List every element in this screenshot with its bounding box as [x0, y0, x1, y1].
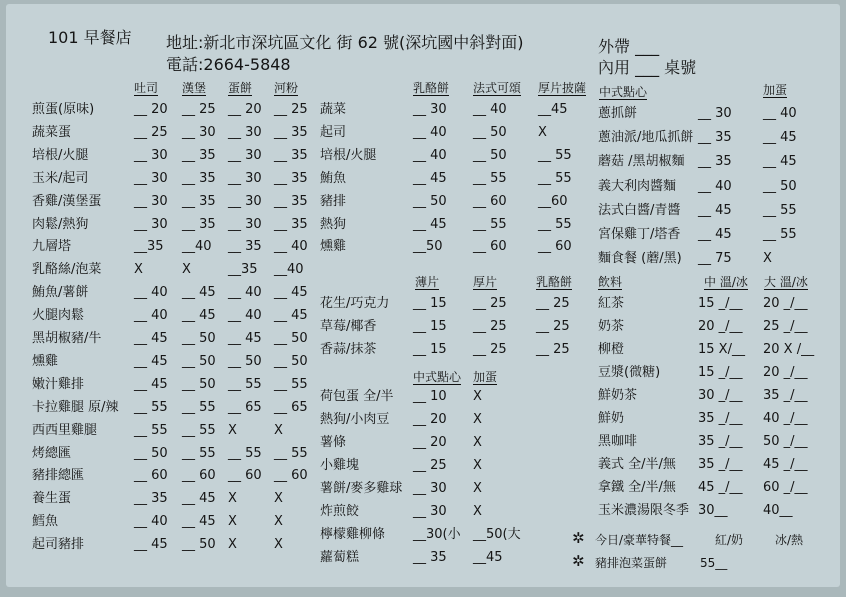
item-price: __ 45 — [182, 285, 216, 301]
item-name: 卡拉雞腿 原/辣 — [32, 399, 119, 415]
asterisk-icon: ✲ — [572, 552, 585, 570]
header-chinese-snack: 中式點心 — [599, 85, 648, 99]
item-price: X — [228, 537, 237, 553]
item-name: 蔬菜蛋 — [32, 124, 72, 140]
item-name: 奶茶 — [598, 319, 625, 334]
item-price: __ 60 — [228, 468, 262, 484]
item-price: __ 45 — [182, 514, 216, 530]
item-price: __ 55 — [763, 227, 797, 242]
item-name: 烤總匯 — [32, 445, 72, 461]
item-price: __ 50 — [473, 147, 507, 163]
item-name: 熱狗 — [320, 216, 347, 232]
item-name: 鮪魚 — [320, 170, 347, 186]
header-burger: 漢堡 — [182, 81, 207, 95]
item-price: X — [473, 458, 482, 473]
item-price: __ 45 — [698, 202, 732, 218]
item-name: 花生/巧克力 — [320, 296, 390, 311]
item-price: 20 _/__ — [763, 296, 808, 311]
item-name: 西西里雞腿 — [32, 422, 98, 438]
item-name: 柳橙 — [598, 342, 625, 357]
item-price: __ 40 — [134, 514, 168, 530]
item-price: __ 45 — [274, 285, 308, 301]
item-price: __ 40 — [134, 285, 168, 301]
item-name: 小雞塊 — [320, 458, 360, 473]
item-price: __ 30 — [134, 216, 168, 232]
item-name: 麵食餐 (蘑/黑) — [598, 251, 682, 267]
item-price: __ 35 — [182, 193, 216, 209]
item-name: 荷包蛋 全/半 — [320, 389, 394, 404]
item-name: 蔬菜 — [320, 102, 347, 117]
item-price: 15 _/__ — [698, 296, 743, 311]
item-price: __ 50 — [274, 331, 308, 346]
item-name: 燻雞 — [320, 239, 347, 255]
item-price: X — [274, 491, 283, 507]
item-price: __ 30 — [228, 124, 262, 140]
item-price: __ 50 — [763, 178, 797, 194]
item-price: X — [473, 504, 482, 519]
item-price: __ 25 — [134, 124, 168, 140]
item-price: 20 X /__ — [763, 342, 815, 357]
item-price: __ 10 — [413, 389, 447, 404]
special-today: 今日/豪華特餐__ — [595, 533, 684, 547]
item-price: __ 40 — [228, 308, 262, 324]
item-price: X — [473, 389, 482, 404]
item-price: __ 60 — [473, 193, 507, 209]
item-name: 玉米/起司 — [32, 170, 89, 186]
item-price: __ 60 — [134, 468, 168, 484]
item-price: __ 35 — [182, 170, 216, 186]
item-name: 檸檬雞柳條 — [320, 527, 386, 542]
item-name: 起司豬排 — [32, 537, 85, 553]
special-today-option-1: 紅/奶 — [715, 533, 744, 547]
header-thick-slice: 厚片 — [473, 275, 498, 289]
item-price: 35 _/__ — [763, 388, 808, 403]
header-thin-slice: 薄片 — [415, 275, 440, 289]
item-price: __ 75 — [698, 251, 732, 267]
special-pork: 豬排泡菜蛋餅 — [595, 556, 668, 570]
header-rice-noodle: 河粉 — [274, 81, 299, 95]
item-price: __ 25 — [413, 458, 447, 473]
item-price: __ 25 — [274, 102, 308, 117]
item-name: 鮮奶 — [598, 411, 625, 426]
item-price: __ 30 — [228, 216, 262, 232]
item-price: __ 55 — [182, 445, 216, 461]
item-price: __ 30 — [413, 102, 447, 117]
item-name: 香雞/漢堡蛋 — [32, 193, 102, 209]
item-price: __ 20 — [134, 102, 168, 117]
item-price: __ 50 — [274, 353, 308, 369]
item-price: __ 40 — [763, 106, 797, 121]
item-price: __45 — [473, 550, 503, 565]
item-price: __60 — [538, 193, 568, 209]
item-price: __ 55 — [228, 376, 262, 392]
item-name: 玉米濃湯限冬季 — [598, 503, 690, 518]
header-add-egg: 加蛋 — [763, 83, 788, 97]
item-name: 火腿肉鬆 — [32, 308, 85, 324]
header-cheese-pancake: 乳酪餅 — [413, 81, 450, 95]
item-name: 法式白醬/青醬 — [598, 202, 681, 218]
item-name: 宮保雞丁/塔香 — [598, 227, 681, 242]
item-name: 草莓/椰香 — [320, 319, 377, 334]
item-price: __40 — [274, 262, 304, 278]
item-price: __ 60 — [473, 239, 507, 255]
item-price: __40 — [182, 239, 212, 255]
item-name: 蘿蔔糕 — [320, 550, 360, 565]
item-price: 40 _/__ — [763, 411, 808, 426]
item-name: 九層塔 — [32, 239, 72, 255]
item-price: __ 35 — [274, 216, 308, 232]
item-price: __ 30 — [698, 106, 732, 121]
header-toast-cheese: 乳酪餅 — [536, 275, 573, 289]
item-price: 30 _/__ — [698, 388, 743, 403]
item-price: __50(大 — [473, 527, 521, 542]
item-price: X — [274, 537, 283, 553]
item-price: __ 45 — [274, 308, 308, 324]
item-price: __ 15 — [413, 342, 447, 357]
item-price: __ 25 — [536, 342, 570, 357]
item-price: __ 40 — [134, 308, 168, 324]
item-price: __ 15 — [413, 319, 447, 334]
item-price: __ 55 — [538, 170, 572, 186]
item-name: 香蒜/抹茶 — [320, 342, 377, 357]
item-name: 豬排 — [320, 193, 347, 209]
shop-address: 地址:新北市深坑區文化 街 62 號(深坑國中斜對面) — [166, 33, 524, 52]
item-price: __ 55 — [182, 422, 216, 438]
dine-in-field: 內用 ___ 桌號 — [598, 58, 697, 77]
item-price: 15 _/__ — [698, 365, 743, 380]
item-price: __ 50 — [182, 331, 216, 346]
item-price: __ 50 — [134, 445, 168, 461]
item-price: X — [538, 124, 547, 140]
item-price: X — [274, 514, 283, 530]
item-price: __ 35 — [182, 147, 216, 163]
item-price: __ 35 — [698, 154, 732, 170]
item-price: X — [228, 422, 237, 438]
item-price: __35 — [134, 239, 164, 255]
item-price: __ 35 — [228, 239, 262, 255]
item-price: 20 _/__ — [698, 319, 743, 334]
item-price: __ 40 — [413, 124, 447, 140]
item-price: __ 50 — [473, 124, 507, 140]
item-price: __ 35 — [274, 170, 308, 186]
item-name: 嫩汁雞排 — [32, 376, 85, 392]
item-price: __ 55 — [763, 202, 797, 218]
item-price: __ 45 — [182, 491, 216, 507]
item-price: __35 — [228, 262, 258, 278]
item-price: __ 30 — [134, 193, 168, 209]
item-name: 炸煎餃 — [320, 504, 360, 519]
item-price: __ 45 — [413, 170, 447, 186]
item-price: __ 60 — [538, 239, 572, 255]
item-price: __ 50 — [182, 353, 216, 369]
item-name: 鮮奶茶 — [598, 388, 638, 403]
header-drink-medium: 中 溫/冰 — [704, 275, 748, 289]
item-price: __ 55 — [274, 376, 308, 392]
item-name: 培根/火腿 — [320, 147, 377, 163]
item-price: __ 55 — [473, 170, 507, 186]
item-price: __ 45 — [134, 353, 168, 369]
header-mid-add-egg: 加蛋 — [473, 370, 498, 384]
item-price: 60 _/__ — [763, 480, 808, 495]
item-price: __ 55 — [228, 445, 262, 461]
item-price: __ 25 — [536, 296, 570, 311]
header-drinks: 飲料 — [598, 275, 623, 289]
item-price: __ 50 — [413, 193, 447, 209]
item-name: 義式 全/半/無 — [598, 457, 676, 472]
item-price: __ 40 — [698, 178, 732, 194]
shop-name: 101 早餐店 — [48, 28, 132, 47]
item-price: __ 55 — [538, 216, 572, 232]
item-price: __30(小 — [413, 527, 461, 542]
item-price: __ 50 — [182, 537, 216, 553]
item-price: __ 55 — [274, 445, 308, 461]
item-price: __ 30 — [228, 147, 262, 163]
shop-phone: 電話:2664-5848 — [166, 55, 291, 74]
header-drink-large: 大 溫/冰 — [764, 275, 808, 289]
item-price: __ 35 — [274, 124, 308, 140]
item-price: 50 _/__ — [763, 434, 808, 449]
item-price: __ 30 — [228, 193, 262, 209]
item-name: 煎蛋(原味) — [32, 102, 95, 117]
item-price: __50 — [413, 239, 443, 255]
item-price: X — [473, 435, 482, 450]
item-price: __ 45 — [763, 154, 797, 170]
item-price: __ 30 — [228, 170, 262, 186]
item-price: 40__ — [763, 503, 793, 518]
header-mid-snack: 中式點心 — [413, 370, 462, 384]
item-price: __ 35 — [413, 550, 447, 565]
asterisk-icon: ✲ — [572, 529, 585, 547]
item-price: X — [473, 412, 482, 427]
item-price: X — [228, 514, 237, 530]
item-name: 燻雞 — [32, 353, 59, 369]
item-price: 45 _/__ — [698, 480, 743, 495]
item-price: __ 65 — [228, 399, 262, 415]
takeout-field: 外帶 ___ — [598, 37, 660, 56]
item-price: __ 45 — [228, 331, 262, 346]
item-price: __ 25 — [473, 342, 507, 357]
item-price: __ 35 — [274, 193, 308, 209]
item-price: __ 45 — [134, 331, 168, 346]
item-price: 35 _/__ — [698, 434, 743, 449]
header-pizza-toast: 厚片披薩 — [538, 81, 587, 95]
item-price: __ 60 — [182, 468, 216, 484]
item-name: 熱狗/小肉豆 — [320, 412, 390, 427]
item-name: 肉鬆/熱狗 — [32, 216, 89, 232]
item-price: __ 60 — [274, 468, 308, 484]
item-price: __ 30 — [413, 481, 447, 496]
item-name: 薯餅/麥多雞球 — [320, 481, 403, 496]
item-price: __ 35 — [182, 216, 216, 232]
item-price: __ 30 — [182, 124, 216, 140]
item-price: __ 55 — [134, 399, 168, 415]
item-price: __ 45 — [763, 130, 797, 146]
item-price: __ 20 — [413, 435, 447, 450]
item-price: __ 45 — [134, 537, 168, 553]
item-price: __ 40 — [473, 102, 507, 117]
item-price: __ 30 — [134, 147, 168, 163]
item-price: 25 _/__ — [763, 319, 808, 334]
item-price: __ 40 — [413, 147, 447, 163]
item-price: X — [182, 262, 191, 278]
item-price: __ 25 — [536, 319, 570, 334]
special-today-option-2: 冰/熱 — [775, 533, 804, 547]
item-name: 豬排總匯 — [32, 468, 85, 484]
item-name: 薯條 — [320, 435, 347, 450]
item-price: __ 45 — [698, 227, 732, 242]
item-price: X — [763, 251, 772, 267]
item-price: __ 15 — [413, 296, 447, 311]
item-name: 蔥油派/地瓜抓餅 — [598, 130, 694, 146]
item-price: X — [134, 262, 143, 278]
item-name: 豆漿(微糖) — [598, 365, 661, 380]
item-price: __ 45 — [134, 376, 168, 392]
item-name: 拿鐵 全/半/無 — [598, 480, 676, 495]
item-price: __ 30 — [134, 170, 168, 186]
menu-card — [6, 4, 840, 587]
header-egg-pancake: 蛋餅 — [228, 81, 253, 95]
item-price: 45 _/__ — [763, 457, 808, 472]
item-name: 乳酪絲/泡菜 — [32, 262, 102, 278]
item-name: 紅茶 — [598, 296, 625, 311]
item-price: __ 65 — [274, 399, 308, 415]
item-name: 養生蛋 — [32, 491, 72, 507]
item-price: __ 45 — [413, 216, 447, 232]
item-name: 黑咖啡 — [598, 434, 638, 449]
item-price: 30__ — [698, 503, 728, 518]
item-price: __ 25 — [473, 296, 507, 311]
item-price: 35 _/__ — [698, 457, 743, 472]
item-price: __ 50 — [182, 376, 216, 392]
item-price: __ 30 — [413, 504, 447, 519]
item-name: 義大利肉醬麵 — [598, 178, 677, 194]
item-price: __ 25 — [182, 102, 216, 117]
item-price: __ 40 — [228, 285, 262, 301]
item-price: __ 25 — [473, 319, 507, 334]
item-price: __ 55 — [182, 399, 216, 415]
item-price: X — [274, 422, 283, 438]
item-name: 鱈魚 — [32, 514, 59, 530]
header-toast: 吐司 — [134, 81, 159, 95]
item-price: __ 55 — [134, 422, 168, 438]
item-price: __ 50 — [228, 353, 262, 369]
item-price: 35 _/__ — [698, 411, 743, 426]
item-name: 起司 — [320, 124, 347, 140]
item-price: 20 _/__ — [763, 365, 808, 380]
item-name: 蘑菇 /黑胡椒麵 — [598, 154, 685, 170]
item-price: __ 55 — [473, 216, 507, 232]
item-price: __ 45 — [182, 308, 216, 324]
item-price: __ 40 — [274, 239, 308, 255]
header-croissant: 法式可頌 — [473, 81, 522, 95]
special-pork-price: 55__ — [700, 556, 728, 570]
item-price: __ 35 — [134, 491, 168, 507]
item-price: __ 20 — [413, 412, 447, 427]
item-name: 鮪魚/薯餅 — [32, 285, 89, 301]
item-price: __ 35 — [274, 147, 308, 163]
item-price: __ 55 — [538, 147, 572, 163]
item-name: 蔥抓餅 — [598, 106, 638, 121]
item-price: __45 — [538, 102, 568, 117]
item-price: __ 20 — [228, 102, 262, 117]
item-name: 黑胡椒豬/牛 — [32, 331, 102, 346]
item-price: X — [473, 481, 482, 496]
item-price: X — [228, 491, 237, 507]
item-price: __ 35 — [698, 130, 732, 146]
item-price: 15 X/__ — [698, 342, 745, 357]
item-name: 培根/火腿 — [32, 147, 89, 163]
